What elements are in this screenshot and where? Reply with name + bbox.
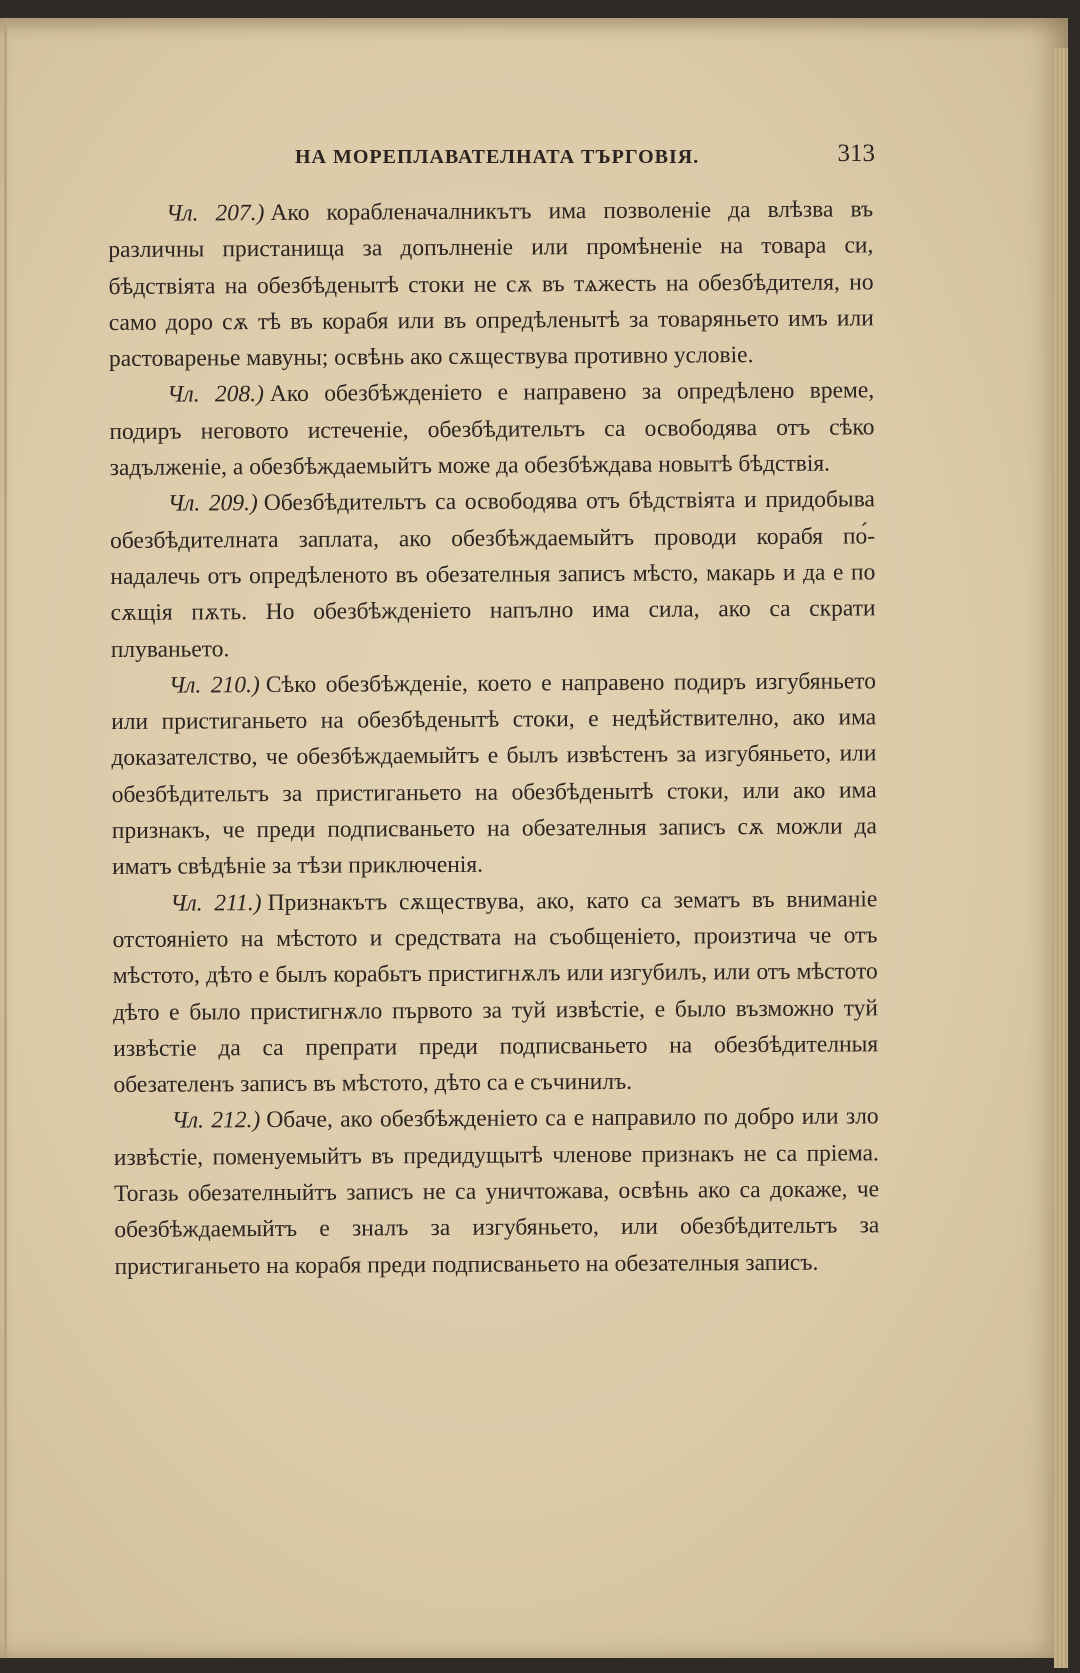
article-210 (111, 663, 877, 885)
article-207 (108, 191, 874, 377)
article-label: Чл. 211.) (170, 889, 262, 917)
article-label: Чл. 210.) (168, 671, 260, 699)
page-paper (0, 18, 1068, 1658)
article-text: Обезбѣдительтъ са освободява отъ бѣдствіята и придобыва обезбѣдителната заплата, ако обезбѣждаемыйтъ проводи корабя по́-надалечь отъ опредѣленото въ обезателныя записъ мѣсто, макарь и да е по сѫщія пѫть. Но обезбѣжденіето напълно има сила, ако са скрати плуваньето. (110, 486, 876, 663)
article-text: Сѣко обезбѣжденіе, което е направено подиръ изгубяньето или пристиганьето на обезбѣденытѣ стоки, е недѣйствително, ако има доказателство, че обезбѣждаемыйтъ е былъ извѣстенъ за изгубяньето, или обезбѣдительтъ за пристиганьето на обезбѣденытѣ стоки, или ако има признакъ, че преди подписваньето на обезателныя записъ сѫ можли да иматъ свѣдѣніе за тѣзи приключенія. (111, 668, 877, 881)
article-212 (114, 1099, 880, 1285)
article-text: Признакътъ сѫществува, ако, като са зематъ въ вниманіе отстояніето на мѣстото и средствата на съобщеніето, произтича че отъ мѣстото, дѣто е былъ корабьтъ пристигнѫлъ или изгубилъ, или отъ мѣстото дѣто е было пристигнѫло първото за туй извѣстіе, е было възможно туй извѣстіе да са препрати преди подписваньето на обезбѣдителныя обезателенъ записъ въ мѣстото, дѣто са е съчинилъ. (112, 885, 879, 1099)
page-right-edge (1054, 48, 1068, 1668)
body-text (108, 191, 880, 1285)
article-text: Ако обезбѣжденіето е направено за опредѣлено време, подиръ неговото истеченіе, обезбѣдительтъ са освободява отъ сѣко задълженіе, а обезбѣждаемыйтъ може да обезбѣждава новытѣ бѣдствія. (109, 377, 875, 482)
article-label: Чл. 207.) (166, 200, 265, 227)
page-number: 313 (837, 140, 875, 167)
article-text: Ако корабленачалникътъ има позволеніе да влѣзва въ различны пристанища за допълненіе или промѣненіе на товара си, бѣдствіята на обезбѣденытѣ стоки не сѫ въ тѧжесть на обезбѣдителя, но само доро сѫ тѣ въ корабя или въ опредѣленытѣ за товаряньето имъ или растовареньe мавуны; освѣнь ако сѫществува противно условіе. (108, 196, 874, 373)
article-text: Обаче, ако обезбѣжденіето са е направило по добро или зло извѣстіе, поменуемыйтъ въ предидущытѣ членове признакъ не са пріема. Тогазь обезателныйтъ записъ не са уничтожава, освѣнь ако са докаже, че обезбѣждаемыйтъ е зналъ за изгубяньето, или обезбѣдительтъ за пристиганьето на корабя преди подписваньето на обезателныя записъ. (113, 1103, 880, 1280)
article-label: Чл. 209.) (167, 490, 258, 518)
article-208 (109, 373, 875, 487)
article-211 (112, 881, 878, 1103)
article-209 (110, 482, 876, 668)
page-left-edge (4, 18, 7, 1658)
article-label: Чл. 212.) (171, 1107, 261, 1135)
running-header (120, 130, 880, 180)
running-title: НА МОРЕПЛАВАТЕЛНАТА ТЪРГОВІЯ. (295, 146, 700, 168)
article-label: Чл. 208.) (167, 381, 264, 409)
